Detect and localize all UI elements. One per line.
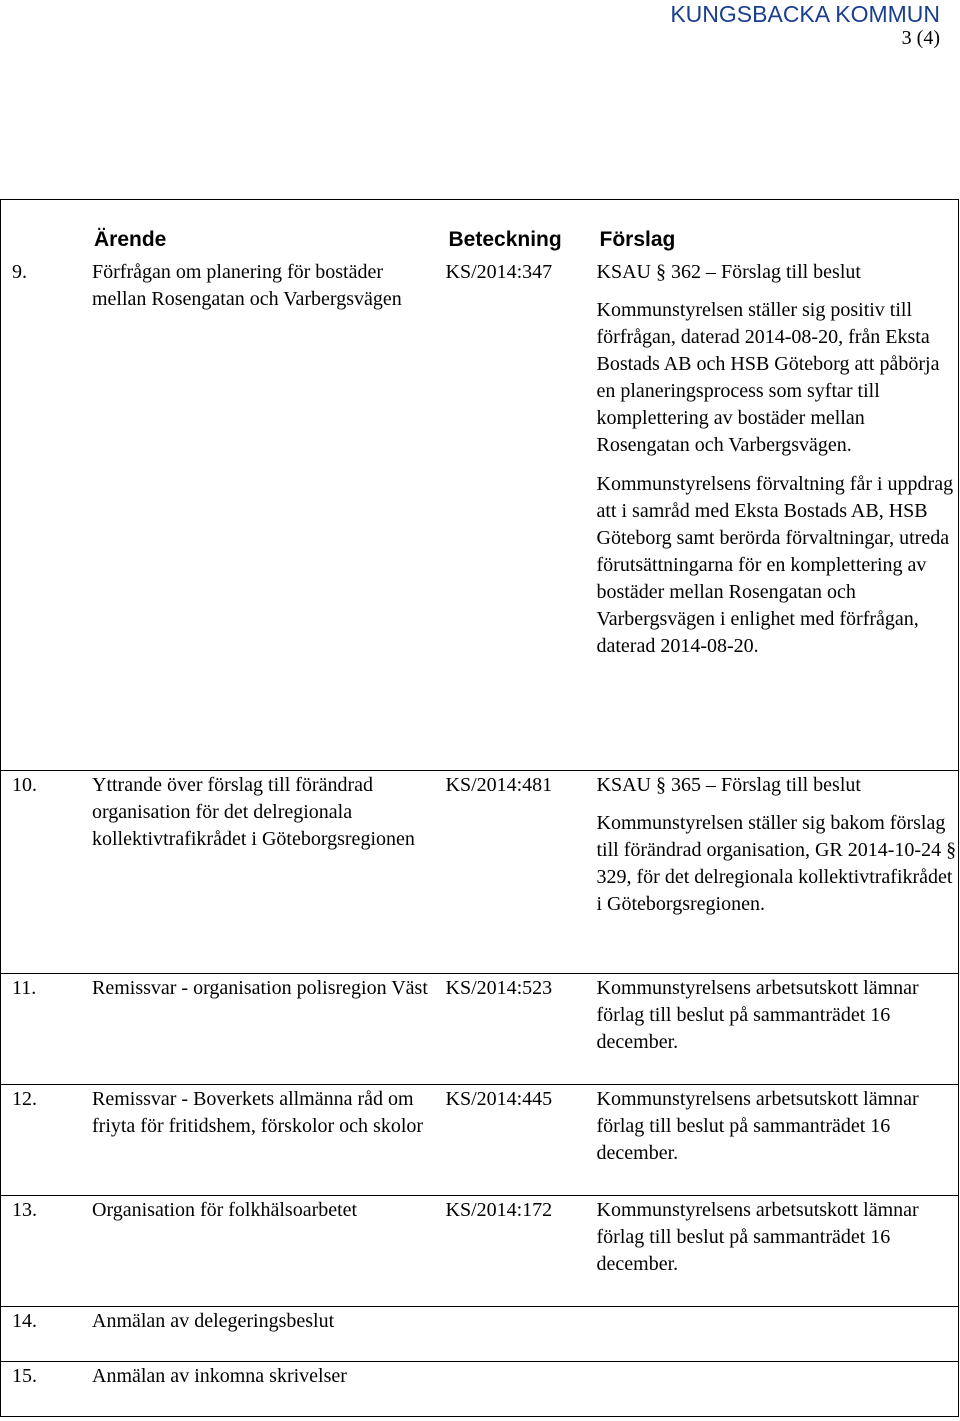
column-header-arende: Ärende bbox=[94, 228, 167, 251]
item-number: 14. bbox=[12, 1309, 37, 1332]
item-title: Anmälan av inkomna skrivelser bbox=[92, 1364, 347, 1387]
decision-paragraph: Kommunstyrelsens arbetsutskott lämnar förlag till beslut på sammanträdet 16 december. bbox=[596, 1198, 919, 1275]
decision-paragraph: Kommunstyrelsens förvaltning får i uppdrag att i samråd med Eksta Bostads AB, HSB Göteborg samt berörda förvaltningar, utreda förutsättningarna för en komplettering av bostäder mellan Rosengatan och Varbergsvägen i enlighet med förfrågan, daterad 2014-08-20. bbox=[596, 473, 954, 657]
agenda-row bbox=[1, 1195, 959, 1306]
item-number: 11. bbox=[12, 976, 37, 999]
item-title: Remissvar - organisation polisregion Väst bbox=[92, 976, 428, 999]
decision-heading: KSAU § 365 – Förslag till beslut bbox=[596, 773, 861, 796]
item-code: KS/2014:172 bbox=[445, 1198, 553, 1221]
agenda-row bbox=[1, 770, 959, 973]
item-code: KS/2014:445 bbox=[445, 1087, 553, 1110]
item-title: Anmälan av delegeringsbeslut bbox=[92, 1309, 335, 1332]
agenda-row bbox=[1, 1084, 959, 1195]
organization-name: KUNGSBACKA KOMMUN bbox=[670, 1, 940, 27]
item-number: 10. bbox=[12, 773, 37, 796]
agenda-row bbox=[1, 1361, 959, 1416]
decision-paragraph: Kommunstyrelsens arbetsutskott lämnar förlag till beslut på sammanträdet 16 december. bbox=[596, 976, 919, 1053]
item-number: 9. bbox=[12, 261, 27, 283]
agenda-row bbox=[1, 973, 959, 1084]
item-code: KS/2014:481 bbox=[445, 773, 553, 796]
agenda-row bbox=[1, 258, 959, 770]
page-header bbox=[670, 0, 940, 49]
agenda-row bbox=[1, 1306, 959, 1361]
item-title: Yttrande över förslag till förändrad organisation för det delregionala kollektivtrafikrådet i Göteborgsregionen bbox=[92, 773, 415, 850]
column-header-forslag: Förslag bbox=[599, 228, 676, 251]
decision-paragraph: Kommunstyrelsen ställer sig bakom förslag till förändrad organisation, GR 2014-10-24 § 329, för det delregionala kollektivtrafikrådet i Göteborgsregionen. bbox=[596, 811, 957, 915]
table-header-row bbox=[1, 200, 959, 259]
page-number: 3 (4) bbox=[901, 27, 940, 49]
agenda-table bbox=[0, 199, 959, 1417]
item-number: 12. bbox=[12, 1087, 37, 1110]
decision-paragraph: Kommunstyrelsens arbetsutskott lämnar förlag till beslut på sammanträdet 16 december. bbox=[596, 1087, 919, 1164]
decision-heading: KSAU § 362 – Förslag till beslut bbox=[596, 261, 861, 283]
item-code: KS/2014:347 bbox=[445, 261, 553, 283]
decision-paragraph: Kommunstyrelsen ställer sig positiv till förfrågan, daterad 2014-08-20, från Eksta Bostads AB och HSB Göteborg att påbörja en planeringsprocess som syftar till komplettering av bostäder mellan Rosengatan och Varbergsvägen. bbox=[596, 299, 940, 456]
item-title: Organisation för folkhälsoarbetet bbox=[92, 1198, 358, 1221]
item-number: 13. bbox=[12, 1198, 37, 1221]
item-number: 15. bbox=[12, 1364, 37, 1387]
item-code: KS/2014:523 bbox=[445, 976, 553, 999]
item-title: Remissvar - Boverkets allmänna råd om friyta för fritidshem, förskolor och skolor bbox=[92, 1087, 424, 1137]
column-header-beteckning: Beteckning bbox=[448, 228, 562, 251]
item-title: Förfrågan om planering för bostäder mellan Rosengatan och Varbergsvägen bbox=[92, 261, 402, 310]
